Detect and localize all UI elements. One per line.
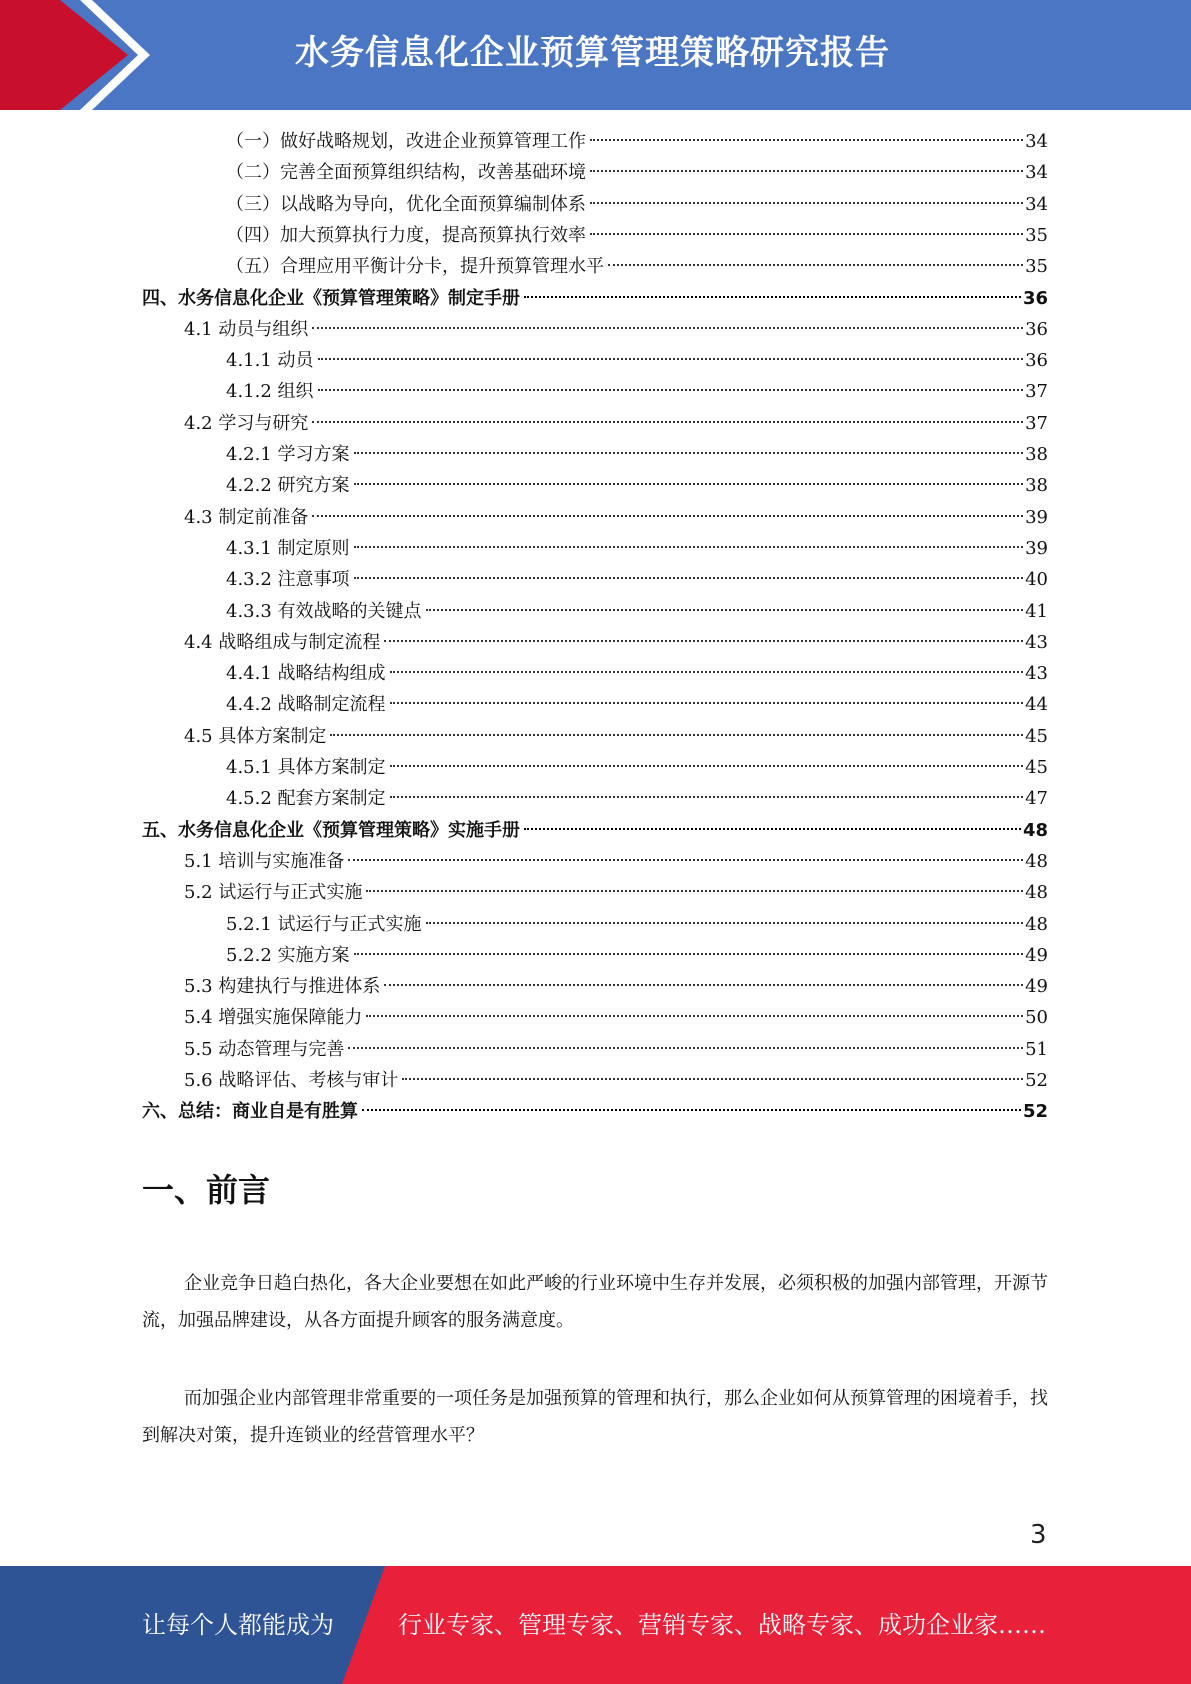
toc-entry[interactable] bbox=[184, 877, 1048, 908]
toc-entry-page: 34 bbox=[1025, 131, 1048, 152]
toc-entry-title: 六、总结：商业自是有胜算 bbox=[142, 1101, 358, 1122]
toc-dot-leader bbox=[366, 890, 1023, 892]
toc-entry[interactable] bbox=[142, 1096, 1048, 1127]
toc-entry-page: 34 bbox=[1025, 162, 1048, 183]
toc-entry-page: 35 bbox=[1025, 225, 1048, 246]
toc-entry-title: 5.1 培训与实施准备 bbox=[184, 851, 345, 872]
toc-entry-page: 35 bbox=[1025, 256, 1048, 277]
toc-dot-leader bbox=[590, 139, 1023, 141]
toc-entry-page: 50 bbox=[1025, 1007, 1048, 1028]
toc-dot-leader bbox=[390, 702, 1024, 704]
toc-entry-page: 47 bbox=[1025, 788, 1048, 809]
toc-dot-leader bbox=[354, 546, 1024, 548]
toc-dot-leader bbox=[354, 483, 1024, 485]
page-number: 3 bbox=[1030, 1520, 1047, 1550]
toc-entry-page: 45 bbox=[1025, 726, 1048, 747]
toc-entry-title: 4.2.1 学习方案 bbox=[226, 444, 350, 465]
toc-entry-page: 43 bbox=[1025, 632, 1048, 653]
toc-entry[interactable] bbox=[184, 627, 1048, 658]
toc-entry-title: 5.2.2 实施方案 bbox=[226, 945, 350, 966]
footer-slogan-right: 行业专家、管理专家、营销专家、战略专家、成功企业家…… bbox=[398, 1611, 1046, 1639]
toc-dot-leader bbox=[354, 452, 1024, 454]
toc-entry[interactable] bbox=[226, 189, 1048, 220]
toc-entry-title: 4.4.1 战略结构组成 bbox=[226, 663, 386, 684]
toc-entry-title: 5.5 动态管理与完善 bbox=[184, 1039, 345, 1060]
toc-entry-page: 40 bbox=[1025, 569, 1048, 590]
toc-entry[interactable] bbox=[142, 815, 1048, 846]
toc-entry[interactable] bbox=[226, 439, 1048, 470]
toc-entry[interactable] bbox=[184, 721, 1048, 752]
toc-dot-leader bbox=[402, 1078, 1023, 1080]
toc-dot-leader bbox=[318, 358, 1024, 360]
toc-entry[interactable] bbox=[226, 533, 1048, 564]
toc-entry-page: 51 bbox=[1025, 1039, 1048, 1060]
toc-entry-page: 49 bbox=[1025, 945, 1048, 966]
toc-dot-leader bbox=[384, 984, 1023, 986]
toc-entry-title: 5.2.1 试运行与正式实施 bbox=[226, 914, 422, 935]
toc-dot-leader bbox=[312, 515, 1023, 517]
toc-dot-leader bbox=[348, 1047, 1023, 1049]
toc-entry-title: 五、水务信息化企业《预算管理策略》实施手册 bbox=[142, 820, 520, 841]
toc-entry[interactable] bbox=[226, 596, 1048, 627]
toc-entry[interactable] bbox=[226, 470, 1048, 501]
toc-dot-leader bbox=[354, 953, 1024, 955]
paragraph-2: 而加强企业内部管理非常重要的一项任务是加强预算的管理和执行，那么企业如何从预算管理的困境着手，找到解决对策，提升连锁业的经营管理水平？ bbox=[142, 1388, 1048, 1446]
toc-entry-title: 4.1 动员与组织 bbox=[184, 319, 309, 340]
toc-entry-page: 48 bbox=[1025, 851, 1048, 872]
toc-entry-page: 43 bbox=[1025, 663, 1048, 684]
toc-entry[interactable] bbox=[226, 909, 1048, 940]
toc-entry[interactable] bbox=[184, 1065, 1048, 1096]
toc-entry-page: 44 bbox=[1025, 694, 1048, 715]
toc-entry[interactable] bbox=[226, 658, 1048, 689]
toc-entry[interactable] bbox=[184, 1034, 1048, 1065]
toc-entry-page: 37 bbox=[1025, 381, 1048, 402]
toc-entry-title: 4.5 具体方案制定 bbox=[184, 726, 327, 747]
toc-entry[interactable] bbox=[184, 408, 1048, 439]
toc-dot-leader bbox=[318, 389, 1024, 391]
toc-entry-title: 4.1.1 动员 bbox=[226, 350, 314, 371]
toc-entry-page: 49 bbox=[1025, 976, 1048, 997]
paragraph-1: 企业竞争日趋白热化，各大企业要想在如此严峻的行业环境中生存并发展，必须积极的加强内部管理，开源节流，加强品牌建设，从各方面提升顾客的服务满意度。 bbox=[142, 1273, 1048, 1331]
toc-entry-page: 36 bbox=[1025, 350, 1048, 371]
toc-dot-leader bbox=[362, 1109, 1021, 1111]
toc-entry-title: 4.3 制定前准备 bbox=[184, 507, 309, 528]
report-title: 水务信息化企业预算管理策略研究报告 bbox=[295, 33, 890, 73]
section-heading: 一、前言 bbox=[142, 1171, 271, 1209]
toc-entry-page: 36 bbox=[1022, 288, 1048, 309]
toc-entry-title: 4.3.1 制定原则 bbox=[226, 538, 350, 559]
toc-dot-leader bbox=[524, 828, 1021, 830]
toc-entry[interactable] bbox=[226, 345, 1048, 376]
toc-dot-leader bbox=[590, 170, 1023, 172]
toc-entry[interactable] bbox=[184, 846, 1048, 877]
toc-dot-leader bbox=[312, 327, 1023, 329]
toc-dot-leader bbox=[354, 577, 1024, 579]
toc-dot-leader bbox=[426, 922, 1024, 924]
toc-entry-page: 48 bbox=[1022, 820, 1048, 841]
toc-entry[interactable] bbox=[226, 752, 1048, 783]
toc-entry[interactable] bbox=[226, 564, 1048, 595]
toc-entry-title: 4.1.2 组织 bbox=[226, 381, 314, 402]
toc-entry[interactable] bbox=[184, 314, 1048, 345]
toc-entry[interactable] bbox=[226, 689, 1048, 720]
toc-entry-page: 36 bbox=[1025, 319, 1048, 340]
toc-entry-title: 5.4 增强实施保障能力 bbox=[184, 1007, 363, 1028]
toc-entry-title: 5.6 战略评估、考核与审计 bbox=[184, 1070, 399, 1091]
toc-dot-leader bbox=[608, 264, 1023, 266]
toc-entry[interactable] bbox=[226, 376, 1048, 407]
toc-entry-page: 48 bbox=[1025, 914, 1048, 935]
footer-slogan-left: 让每个人都能成为 bbox=[142, 1611, 334, 1639]
toc-entry-page: 52 bbox=[1022, 1101, 1048, 1122]
toc-entry-title: 5.3 构建执行与推进体系 bbox=[184, 976, 381, 997]
toc-entry-title: 四、水务信息化企业《预算管理策略》制定手册 bbox=[142, 288, 520, 309]
toc-entry-title: （一）做好战略规划，改进企业预算管理工作 bbox=[226, 131, 586, 152]
toc-entry-title: （三）以战略为导向，优化全面预算编制体系 bbox=[226, 194, 586, 215]
toc-entry-page: 37 bbox=[1025, 413, 1048, 434]
toc-entry-page: 52 bbox=[1025, 1070, 1048, 1091]
toc-entry[interactable] bbox=[226, 220, 1048, 251]
toc-entry-title: 4.3.3 有效战略的关键点 bbox=[226, 601, 422, 622]
toc-entry-title: 4.4.2 战略制定流程 bbox=[226, 694, 386, 715]
toc-entry[interactable] bbox=[226, 157, 1048, 188]
toc-entry[interactable] bbox=[142, 283, 1048, 314]
toc-dot-leader bbox=[390, 765, 1024, 767]
toc-entry[interactable] bbox=[226, 251, 1048, 282]
toc-entry[interactable] bbox=[184, 1002, 1048, 1033]
toc-entry-page: 39 bbox=[1025, 507, 1048, 528]
toc-entry[interactable] bbox=[226, 126, 1048, 157]
toc-entry-page: 34 bbox=[1025, 194, 1048, 215]
toc-dot-leader bbox=[312, 421, 1023, 423]
toc-entry-title: 4.2.2 研究方案 bbox=[226, 475, 350, 496]
toc-entry-page: 41 bbox=[1025, 601, 1048, 622]
toc-entry-title: 4.5.2 配套方案制定 bbox=[226, 788, 386, 809]
toc-entry[interactable] bbox=[184, 502, 1048, 533]
toc-entry-title: 5.2 试运行与正式实施 bbox=[184, 882, 363, 903]
toc-entry-page: 38 bbox=[1025, 475, 1048, 496]
toc-dot-leader bbox=[384, 640, 1023, 642]
toc-dot-leader bbox=[590, 202, 1023, 204]
toc-entry-title: 4.2 学习与研究 bbox=[184, 413, 309, 434]
toc-entry-title: 4.4 战略组成与制定流程 bbox=[184, 632, 381, 653]
toc-dot-leader bbox=[426, 609, 1024, 611]
toc-entry-title: （五）合理应用平衡计分卡，提升预算管理水平 bbox=[226, 256, 604, 277]
footer-banner bbox=[0, 1566, 1191, 1684]
toc-dot-leader bbox=[348, 859, 1023, 861]
toc-entry-title: （四）加大预算执行力度，提高预算执行效率 bbox=[226, 225, 586, 246]
toc-dot-leader bbox=[390, 796, 1024, 798]
toc-dot-leader bbox=[390, 671, 1024, 673]
toc-entry-page: 45 bbox=[1025, 757, 1048, 778]
toc-dot-leader bbox=[366, 1015, 1023, 1017]
toc-entry-page: 48 bbox=[1025, 882, 1048, 903]
header-banner bbox=[0, 0, 1191, 110]
toc-entry-page: 39 bbox=[1025, 538, 1048, 559]
toc-entry-title: 4.5.1 具体方案制定 bbox=[226, 757, 386, 778]
toc-entry-title: （二）完善全面预算组织结构，改善基础环境 bbox=[226, 162, 586, 183]
toc-dot-leader bbox=[330, 734, 1023, 736]
toc-entry[interactable] bbox=[226, 783, 1048, 814]
toc-entry[interactable] bbox=[184, 971, 1048, 1002]
toc-dot-leader bbox=[590, 233, 1023, 235]
toc-dot-leader bbox=[524, 296, 1021, 298]
toc-entry-page: 38 bbox=[1025, 444, 1048, 465]
toc-entry-title: 4.3.2 注意事项 bbox=[226, 569, 350, 590]
toc-entry[interactable] bbox=[226, 940, 1048, 971]
